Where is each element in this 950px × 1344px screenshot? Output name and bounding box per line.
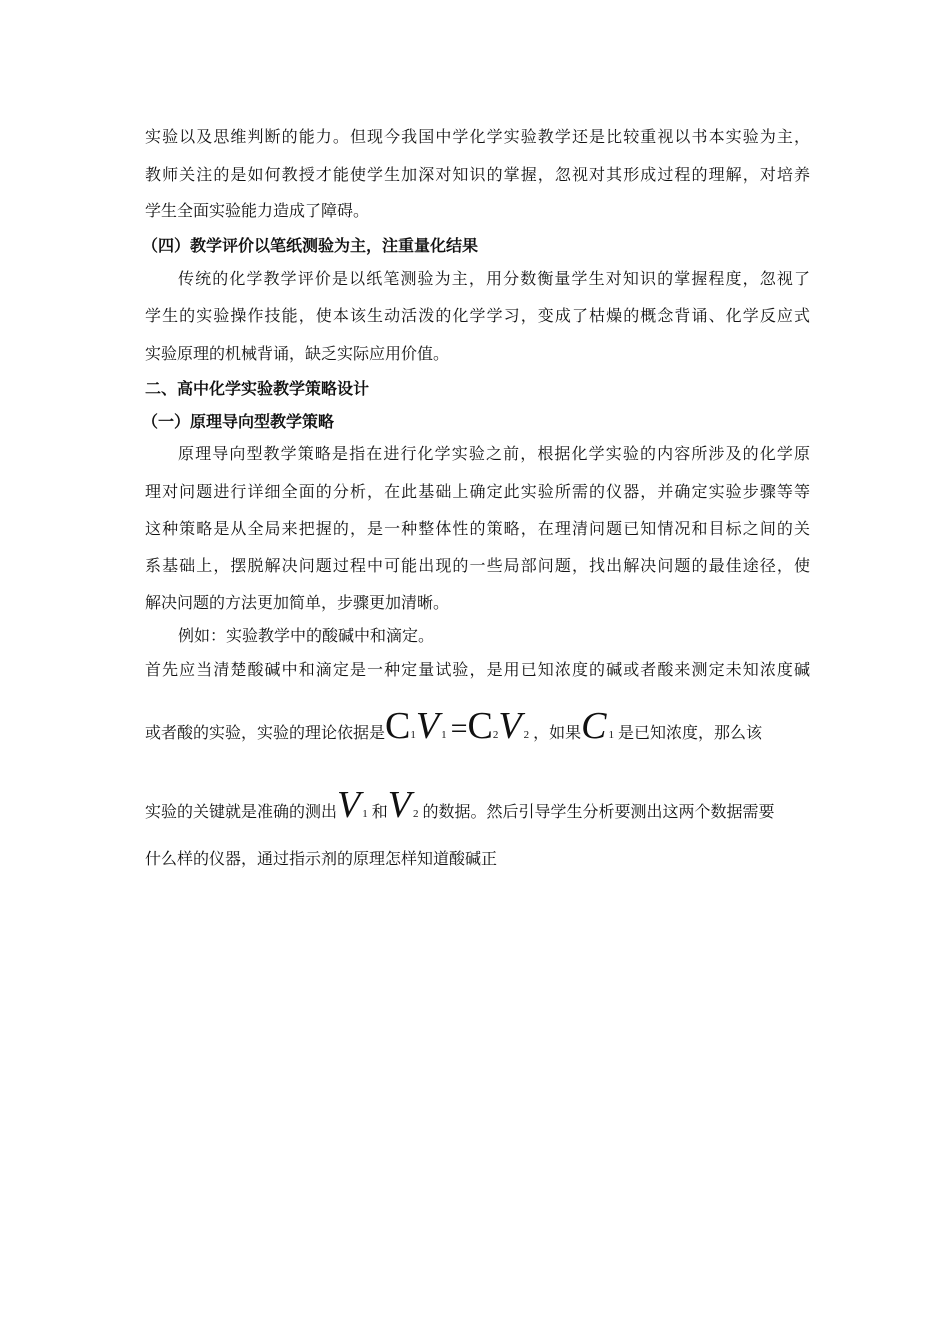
formula-subscript: 1 — [362, 808, 368, 820]
formula-subscript: 2 — [412, 808, 419, 820]
formula-v-symbol: V — [337, 784, 361, 826]
paragraph-line: 学生全面实验能力造成了障碍。 — [145, 201, 370, 220]
formula-line — [145, 786, 810, 824]
formula-suffix-text: 的数据。然后引导学生分析要测出这两个数据需要 — [422, 802, 775, 821]
paragraph-line: 学生的实验操作技能，使本该生动活泼的化学学习，变成了枯燥的概念背诵、化学反应式 — [145, 306, 810, 325]
paragraph-line: 实验原理的机械背诵，缺乏实际应用价值。 — [145, 344, 450, 363]
formula-c-symbol: C — [467, 705, 493, 747]
paragraph-line: 原理导向型教学策略是指在进行化学实验之前，根据化学实验的内容所涉及的化学原 — [178, 444, 810, 463]
section-heading: （四）教学评价以笔纸测验为主，注重量化结果 — [142, 236, 479, 255]
paragraph-line: 首先应当清楚酸碱中和滴定是一种定量试验，是用已知浓度的碱或者酸来测定未知浓度碱 — [145, 660, 810, 679]
paragraph-line: 系基础上，摆脱解决问题过程中可能出现的一些局部问题，找出解决问题的最佳途径，使 — [145, 556, 810, 575]
formula-c-symbol: C — [581, 705, 607, 747]
section-heading: 二、高中化学实验教学策略设计 — [145, 379, 370, 398]
formula-subscript: 1 — [608, 729, 614, 741]
formula-subscript: 1 — [410, 729, 416, 741]
paragraph-line: 传统的化学教学评价是以纸笔测验为主，用分数衡量学生对知识的掌握程度，忽视了 — [178, 269, 810, 288]
formula-suffix-text: 是已知浓度，那么该 — [617, 723, 762, 742]
paragraph-line: 教师关注的是如何教授才能使学生加深对知识的掌握，忽视对其形成过程的理解，对培养 — [145, 165, 810, 184]
formula-v-symbol: V — [498, 705, 522, 747]
formula-and-text: 和 — [371, 802, 388, 821]
subsection-heading: （一）原理导向型教学策略 — [142, 412, 335, 431]
formula-subscript: 2 — [523, 729, 530, 741]
paragraph-line: 实验以及思维判断的能力。但现今我国中学化学实验教学还是比较重视以书本实验为主， — [145, 127, 810, 146]
formula-mid-text: ，如果 — [533, 723, 582, 742]
paragraph-line: 理对问题进行详细全面的分析，在此基础上确定此实验所需的仪器，并确定实验步骤等等 — [145, 482, 810, 501]
formula-subscript: 2 — [492, 729, 499, 741]
formula-v-symbol: V — [415, 705, 440, 747]
paragraph-line: 什么样的仪器，通过指示剂的原理怎样知道酸碱正 — [145, 849, 498, 868]
paragraph-line: 解决问题的方法更加简单，步骤更加清晰。 — [145, 593, 450, 612]
formula-v-symbol: V — [387, 784, 411, 826]
formula-equals-sign: = — [450, 712, 468, 745]
formula-prefix-text: 实验的关键就是准确的测出 — [145, 802, 338, 821]
formula-prefix-text: 或者酸的实验，实验的理论依据是 — [145, 723, 386, 742]
paragraph-line: 例如：实验教学中的酸碱中和滴定。 — [178, 626, 435, 645]
formula-line — [145, 707, 810, 746]
formula-c-symbol: C — [385, 705, 411, 747]
paragraph-line: 这种策略是从全局来把握的，是一种整体性的策略，在理清问题已知情况和目标之间的关 — [145, 519, 810, 538]
formula-subscript: 1 — [441, 729, 447, 741]
